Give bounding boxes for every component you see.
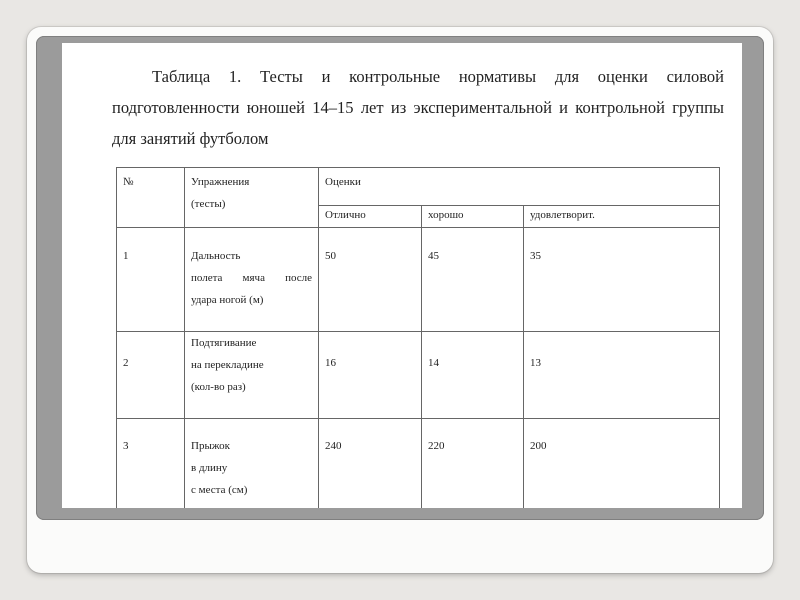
value-excellent: 240	[319, 419, 422, 509]
row-number: 1	[117, 228, 185, 332]
exercise-line: Подтягивание	[191, 337, 257, 349]
header-exercise-line2: (тесты)	[191, 198, 226, 210]
exercise-line: на перекладине	[191, 359, 264, 371]
header-exercise-line1: Упражнения	[191, 176, 250, 188]
header-grades: Оценки	[319, 168, 720, 206]
row-number: 2	[117, 332, 185, 419]
header-good: хорошо	[422, 206, 524, 228]
exercise-cell	[185, 332, 319, 419]
value-satisfactory: 35	[524, 228, 720, 332]
table-row	[117, 332, 720, 419]
exercise-cell	[185, 419, 319, 509]
exercise-cell	[185, 228, 319, 332]
value-satisfactory: 13	[524, 332, 720, 419]
exercise-line: удара ногой (м)	[191, 294, 264, 306]
value-good: 220	[422, 419, 524, 509]
table-header-row	[117, 168, 720, 206]
table-row	[117, 228, 720, 332]
table-row	[117, 419, 720, 509]
exercise-line: с места (см)	[191, 484, 248, 496]
header-exercise	[185, 168, 319, 228]
exercise-line: Прыжок	[191, 440, 231, 452]
results-table	[116, 167, 720, 508]
document-page	[62, 43, 742, 508]
value-satisfactory: 200	[524, 419, 720, 509]
value-excellent: 16	[319, 332, 422, 419]
row-number: 3	[117, 419, 185, 509]
header-excellent: Отлично	[319, 206, 422, 228]
value-excellent: 50	[319, 228, 422, 332]
exercise-line: (кол-во раз)	[191, 381, 246, 393]
table-caption: Таблица 1. Тесты и контрольные нормативы для оценки силовой подготовленности юношей 14–15 лет из экспериментальной и контрольной группы для занятий футболом	[112, 67, 724, 148]
header-satisfactory: удовлетворит.	[524, 206, 720, 228]
exercise-line: в длину	[191, 462, 228, 474]
exercise-line: полета мяча после	[191, 272, 312, 284]
value-good: 14	[422, 332, 524, 419]
exercise-line: Дальность	[191, 250, 241, 262]
value-good: 45	[422, 228, 524, 332]
header-num: №	[117, 168, 185, 228]
